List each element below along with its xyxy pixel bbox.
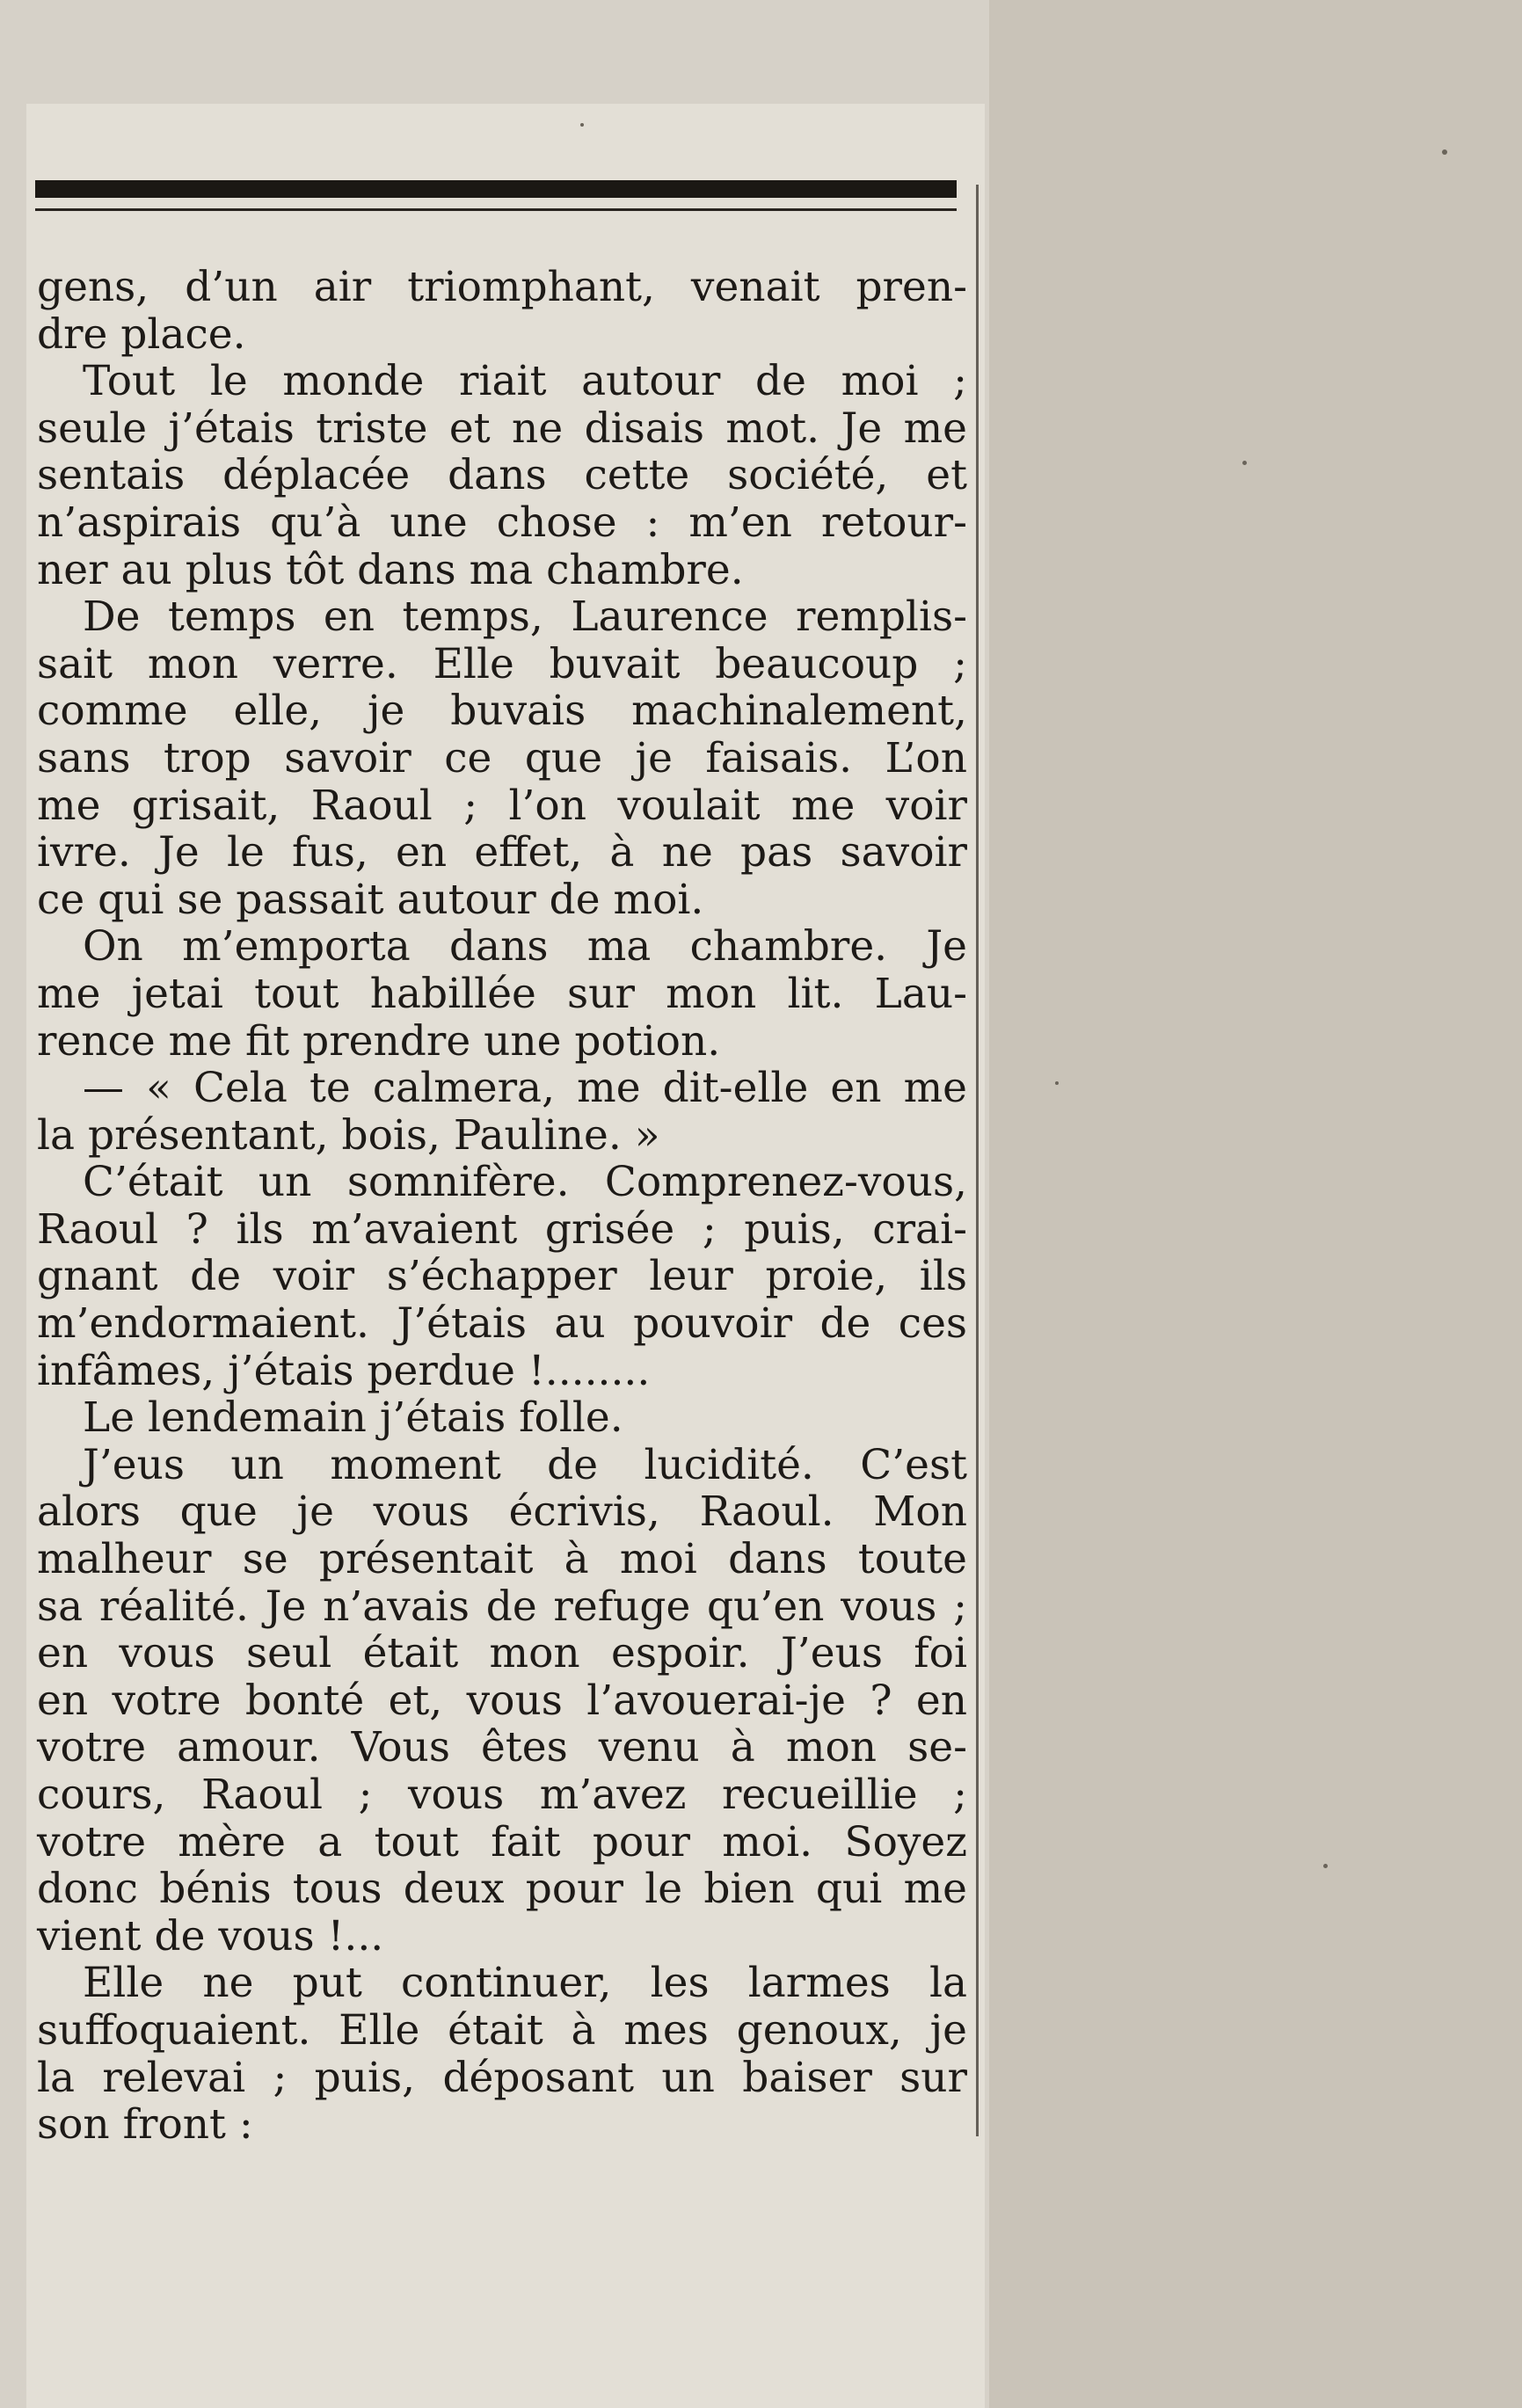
text-line: vient de vous !... xyxy=(37,1911,384,1961)
text-line: Tout le monde riait autour de moi ; xyxy=(83,357,967,406)
text-line: — « Cela te calmera, me dit-elle en me xyxy=(83,1064,967,1113)
text-line: ivre. Je le fus, en effet, à ne pas savoir xyxy=(37,828,967,877)
text-line: gnant de voir s’échapper leur proie, ils xyxy=(37,1252,967,1301)
text-line: suffoquaient. Elle était à mes genoux, je xyxy=(37,2005,967,2055)
text-line: alors que je vous écrivis, Raoul. Mon xyxy=(37,1488,967,1537)
paper-speck xyxy=(1055,1081,1059,1085)
text-line: dre place. xyxy=(37,309,246,359)
text-line: De temps en temps, Laurence remplis- xyxy=(83,593,967,642)
text-line: votre amour. Vous êtes venu à mon se- xyxy=(37,1723,967,1772)
text-line: son front : xyxy=(37,2100,253,2150)
header-rule-thin xyxy=(35,208,957,211)
text-line: me grisait, Raoul ; l’on voulait me voir xyxy=(37,781,967,830)
text-line: n’aspirais qu’à une chose : m’en retour- xyxy=(37,498,967,547)
article-text xyxy=(37,264,967,2149)
paper-speck xyxy=(1242,461,1247,465)
paper-speck xyxy=(1323,1864,1328,1868)
text-line: C’était un somnifère. Comprenez-vous, xyxy=(83,1158,967,1207)
text-line: J’eus un moment de lucidité. C’est xyxy=(83,1440,967,1489)
text-line: On m’emporta dans ma chambre. Je xyxy=(83,922,967,971)
column-divider xyxy=(976,185,979,2136)
paper-speck xyxy=(1442,149,1447,155)
text-line: donc bénis tous deux pour le bien qui me xyxy=(37,1865,967,1914)
text-line: la relevai ; puis, déposant un baiser sur xyxy=(37,2053,967,2102)
text-line: sentais déplacée dans cette société, et xyxy=(37,451,967,500)
text-line: Raoul ? ils m’avaient grisée ; puis, crai- xyxy=(37,1204,967,1254)
paper-speck xyxy=(580,123,584,127)
text-line: gens, d’un air triomphant, venait pren- xyxy=(37,263,967,311)
text-line: sans trop savoir ce que je faisais. L’on xyxy=(37,733,967,782)
text-line: ce qui se passait autour de moi. xyxy=(37,875,704,924)
text-line: ner au plus tôt dans ma chambre. xyxy=(37,545,744,594)
text-line: sait mon verre. Elle buvait beaucoup ; xyxy=(37,639,967,688)
text-line: cours, Raoul ; vous m’avez recueillie ; xyxy=(37,1771,967,1819)
text-line: sa réalité. Je n’avais de refuge qu’en vous ; xyxy=(37,1582,967,1631)
text-line: rence me fit prendre une potion. xyxy=(37,1016,721,1066)
text-line: malheur se présentait à moi dans toute xyxy=(37,1535,967,1584)
text-line: Elle ne put continuer, les larmes la xyxy=(83,1959,967,2008)
text-line: infâmes, j’étais perdue !........ xyxy=(37,1346,651,1395)
text-line: en vous seul était mon espoir. J’eus foi xyxy=(37,1629,967,1678)
text-line: m’endormaient. J’étais au pouvoir de ces xyxy=(37,1299,967,1349)
header-rule-thick xyxy=(35,180,957,198)
text-line: comme elle, je buvais machinalement, xyxy=(37,687,967,736)
text-line: me jetai tout habillée sur mon lit. Lau- xyxy=(37,969,967,1018)
text-line: seule j’étais triste et ne disais mot. Je me xyxy=(37,404,967,453)
text-line: Le lendemain j’étais folle. xyxy=(83,1393,623,1443)
text-line: la présentant, bois, Pauline. » xyxy=(37,1110,660,1160)
background-margin xyxy=(989,0,1522,2408)
text-line: en votre bonté et, vous l’avouerai-je ? en xyxy=(37,1676,967,1725)
text-line: votre mère a tout fait pour moi. Soyez xyxy=(37,1817,967,1866)
